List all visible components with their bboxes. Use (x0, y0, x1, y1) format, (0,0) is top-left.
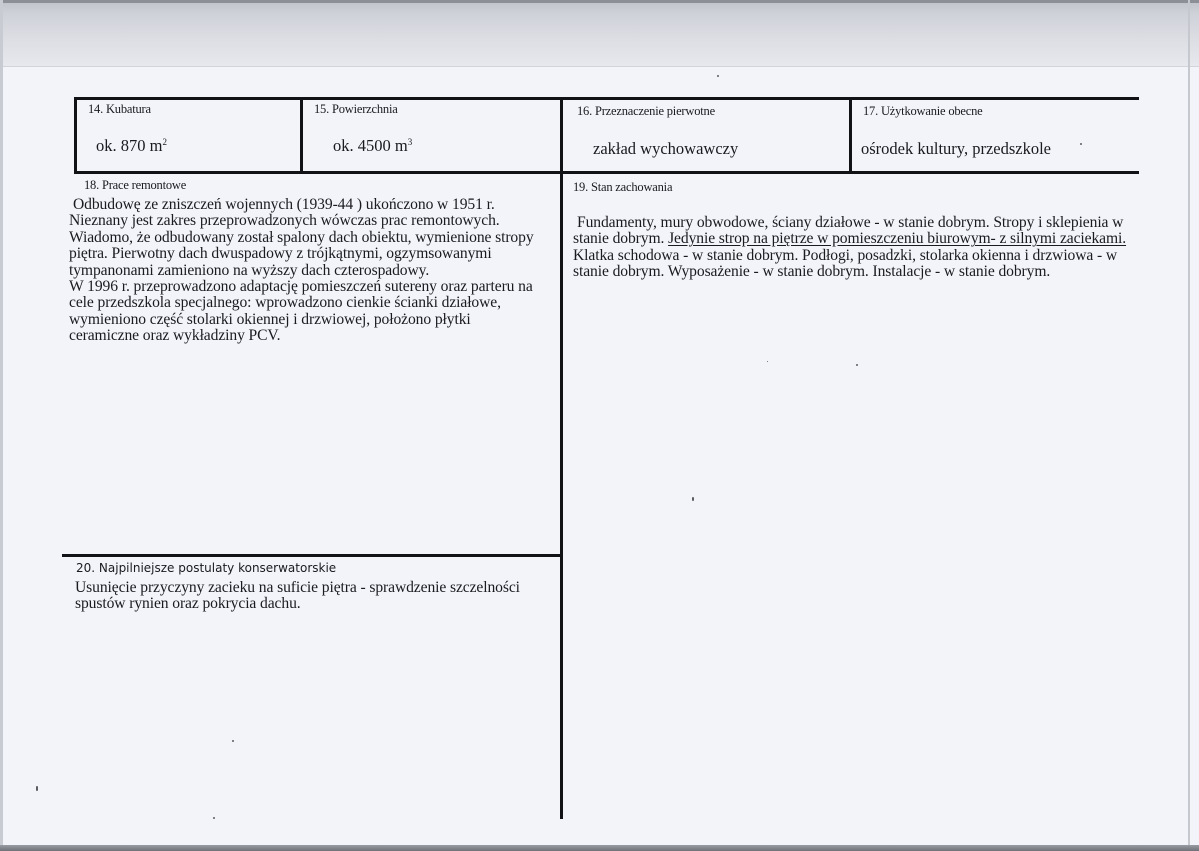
scan-edge-right (1188, 0, 1190, 851)
scan-top-band (0, 0, 1199, 67)
field-kubatura-unit-exponent: 2 (162, 137, 167, 147)
field-uzytkowanie-obecne-value: ośrodek kultury, przedszkole (861, 139, 1051, 158)
grid-line-top (74, 97, 1139, 100)
field-powierzchnia-label: 15. Powierzchnia (314, 102, 398, 116)
prace-remontowe-paragraph-2: W 1996 r. przeprowadzono adaptację pomieszczeń sutereny oraz parteru na cele przedszkola specjalnego: wprowadzono cienkie ścianki działowe, wymieniono część stolarki okiennej i drzwiowej, położono płytki ceramiczne oraz wykładziny PCV. (69, 278, 533, 345)
speck (717, 75, 719, 77)
stan-zachowania-text-underlined: Jedynie strop na piętrze w pomieszczeniu biurowym- z silnymi zaciekami. (668, 230, 1127, 248)
stan-zachowania-text-after: Klatka schodowa - w stanie dobrym. Podłogi, posadzki, stolarka okienna i drzwiowa - w stanie dobrym. Wyposażenie - w stanie dobrym. Instalacje - w stanie dobrym. (573, 246, 1118, 281)
field-powierzchnia-unit-exponent: 3 (407, 137, 413, 147)
field-stan-zachowania-text (573, 215, 1133, 281)
field-kubatura-number: ok. 870 m (96, 136, 163, 155)
field-przeznaczenie-pierwotne-value: zakład wychowawczy (593, 139, 739, 158)
field-postulaty-konserwatorskie-label: 20. Najpilniejsze postulaty konserwatorskie (76, 561, 337, 575)
field-stan-zachowania-label: 19. Stan zachowania (573, 180, 673, 194)
prace-remontowe-paragraph-1: Odbudowę ze zniszczeń wojennych (1939-44 ) ukończono w 1951 r. Nieznany jest zakres przeprowadzonych wówczas prac remontowych. Wiadomo, że odbudowany został spalony dach obiektu, wymienione stropy piętra. Pierwotny dach dwuspadowy z trójkątnymi, ogzymsowanymi tympanonami zamieniono na wyższy dach czterospadowy. (69, 196, 534, 279)
field-prace-remontowe-text (69, 197, 543, 345)
field-prace-remontowe-label: 18. Prace remontowe (84, 178, 187, 192)
speck (36, 786, 38, 791)
scan-edge-top (0, 0, 1199, 3)
field-kubatura-label: 14. Kubatura (88, 102, 151, 116)
grid-line-box14-left (74, 97, 77, 174)
scan-edge-left (0, 0, 3, 851)
speck (232, 740, 234, 742)
grid-line-section20-top (62, 554, 563, 557)
speck (692, 497, 694, 501)
speck (856, 364, 858, 366)
speck (1080, 143, 1082, 145)
speck (213, 817, 215, 819)
scan-edge-bottom (0, 845, 1199, 851)
field-kubatura-value (96, 136, 167, 155)
field-uzytkowanie-obecne-label: 17. Użytkowanie obecne (863, 104, 983, 118)
field-przeznaczenie-pierwotne-label: 16. Przeznaczenie pierwotne (577, 104, 715, 118)
speck (767, 361, 768, 362)
field-postulaty-konserwatorskie-text: Usunięcie przyczyny zacieku na suficie piętra - sprawdzenie szczelności spustów rynien oraz pokrycia dachu. (75, 579, 520, 613)
stan-zachowania-text-before: Fundamenty, mury obwodowe, ściany działowe - w stanie dobrym. Stropy i sklepienia w stanie dobrym. (573, 214, 1124, 248)
grid-line-row1-bottom (74, 171, 1139, 174)
grid-line-14-15 (300, 97, 303, 174)
field-powierzchnia-value (333, 136, 412, 155)
grid-line-16-17 (849, 97, 852, 174)
grid-line-center-vertical (560, 97, 563, 819)
field-powierzchnia-number: ok. 4500 m (333, 136, 408, 155)
